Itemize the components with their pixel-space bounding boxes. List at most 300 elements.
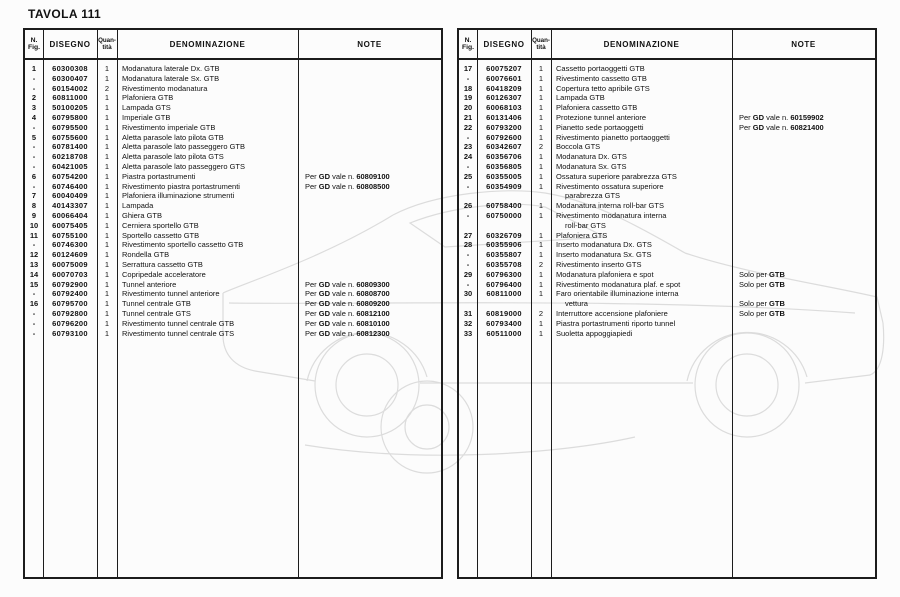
disegno-number-cell: 60792800 <box>52 308 88 318</box>
note-cell <box>298 93 441 103</box>
note-cell: Per GD vale n. 60808700 <box>305 289 390 299</box>
table-row <box>459 191 875 201</box>
table-row <box>25 299 441 309</box>
disegno-number-cell: 60066404 <box>52 210 88 220</box>
disegno-number-cell: 60418209 <box>486 83 522 93</box>
disegno-number-cell: 60781400 <box>52 142 88 152</box>
denominazione-cell: Plafoniera illuminazione strumenti <box>122 191 235 201</box>
disegno-number-cell: 60811000 <box>486 289 522 299</box>
denominazione-cell: Modanatura plafoniera e spot <box>556 269 654 279</box>
disegno-number-cell: 60796400 <box>486 279 522 289</box>
quantity-cell: 1 <box>538 181 544 191</box>
denominazione-cell: Rivestimento piastra portastrumenti <box>122 181 240 191</box>
disegno-number-cell: 60796200 <box>52 318 88 328</box>
denominazione-cell: Rivestimento cassetto GTB <box>556 73 647 83</box>
table-row <box>25 74 441 84</box>
note-cell <box>298 211 441 221</box>
denominazione-cell: Cassetto portaoggetti GTB <box>556 64 645 73</box>
disegno-number-cell: 60124609 <box>52 250 88 260</box>
quantity-cell: 1 <box>538 93 544 103</box>
fig-number-cell: 29 <box>463 269 473 279</box>
denominazione-cell: Modanatura Dx. GTS <box>556 152 627 162</box>
disegno-number-cell: 60754200 <box>52 171 88 181</box>
denominazione-cell: Rivestimento tunnel centrale GTS <box>122 328 235 338</box>
note-cell <box>732 93 875 103</box>
note-cell <box>732 162 875 172</box>
note-cell <box>732 64 875 74</box>
disegno-number-cell <box>477 221 531 231</box>
note-cell: Per GD vale n. 60810100 <box>305 318 390 328</box>
table-row <box>25 240 441 250</box>
table-row <box>459 309 875 319</box>
quantity-cell: 1 <box>538 83 544 93</box>
disegno-number-cell: 60075207 <box>486 64 522 73</box>
fig-number-cell: 24 <box>463 152 473 162</box>
note-cell <box>298 113 441 123</box>
quantity-cell: 1 <box>104 122 110 132</box>
header-note: NOTE <box>357 39 382 49</box>
fig-number-cell: - <box>32 318 36 328</box>
disegno-number-cell: 60075009 <box>52 259 88 269</box>
fig-number-cell: 1 <box>31 64 37 73</box>
table-header <box>459 30 875 60</box>
table-row <box>459 123 875 133</box>
disegno-number-cell: 60154002 <box>52 83 88 93</box>
denominazione-cell: Ghiera GTB <box>122 210 163 220</box>
note-cell <box>298 270 441 280</box>
table-row <box>459 84 875 94</box>
disegno-number-cell: 60218708 <box>52 152 88 162</box>
note-cell <box>298 162 441 172</box>
table-row <box>25 260 441 270</box>
denominazione-cell: Piastra portastrumenti <box>122 171 196 181</box>
denominazione-cell: Imperiale GTB <box>122 112 171 122</box>
fig-number-cell: 20 <box>463 103 473 113</box>
table-row <box>459 260 875 270</box>
denominazione-cell: Boccola GTS <box>556 142 601 152</box>
note-cell <box>732 329 875 339</box>
disegno-number-cell: 60811000 <box>52 93 88 103</box>
note-cell <box>732 172 875 182</box>
fig-number-cell <box>459 299 477 309</box>
note-cell <box>732 191 875 201</box>
denominazione-cell: vettura <box>565 299 588 309</box>
disegno-number-cell: 60795700 <box>52 299 88 309</box>
note-cell: Per GD vale n. 60808500 <box>305 181 390 191</box>
note-cell <box>732 142 875 152</box>
quantity-cell <box>531 191 551 201</box>
denominazione-cell: Faro orientabile illuminazione interna <box>556 289 679 299</box>
denominazione-cell: Suoletta appoggiapiedi <box>556 328 633 338</box>
quantity-cell: 1 <box>104 64 110 73</box>
denominazione-cell: Plafoniera cassetto GTB <box>556 103 638 113</box>
quantity-cell: 1 <box>104 230 110 240</box>
header-disegno: DISEGNO <box>483 39 525 49</box>
fig-number-cell: - <box>466 181 470 191</box>
disegno-number-cell: 60076601 <box>486 73 522 83</box>
table-row <box>25 231 441 241</box>
quantity-cell: 1 <box>538 201 544 211</box>
fig-number-cell: 26 <box>463 201 473 211</box>
disegno-number-cell: 60040409 <box>52 191 88 201</box>
denominazione-cell: Modanatura interna roll-bar GTS <box>556 201 664 211</box>
denominazione-cell: Aletta parasole lato passeggero GTB <box>122 142 245 152</box>
note-cell: Per GD vale n. 60809300 <box>305 279 390 289</box>
denominazione-cell: Aletta parasole lato passeggero GTS <box>122 161 245 171</box>
fig-number-cell: 27 <box>463 230 473 240</box>
denominazione-cell: Sportello cassetto GTB <box>122 230 200 240</box>
disegno-number-cell: 60746400 <box>52 181 88 191</box>
table-row <box>25 64 441 74</box>
page-title: TAVOLA 111 <box>28 7 102 21</box>
fig-number-cell: - <box>466 73 470 83</box>
table-row <box>25 123 441 133</box>
quantity-cell: 1 <box>104 73 110 83</box>
disegno-number-cell: 60342607 <box>486 142 522 152</box>
denominazione-cell: Piastra portastrumenti riporto tunnel <box>556 318 676 328</box>
disegno-number-cell: 60126307 <box>486 93 522 103</box>
denominazione-cell: Ossatura superiore parabrezza GTS <box>556 171 677 181</box>
note-cell <box>298 142 441 152</box>
disegno-number-cell: 60300407 <box>52 73 88 83</box>
note-cell <box>298 201 441 211</box>
quantity-cell <box>531 221 551 231</box>
table-row <box>25 329 441 339</box>
fig-number-cell: 19 <box>463 93 473 103</box>
disegno-number-cell: 60796300 <box>486 269 522 279</box>
fig-number-cell: 30 <box>463 289 473 299</box>
header-fig: N. Fig. <box>27 36 41 51</box>
quantity-cell: 1 <box>104 142 110 152</box>
note-cell <box>298 103 441 113</box>
fig-number-cell: - <box>32 122 36 132</box>
fig-number-cell: - <box>32 83 36 93</box>
header-denominazione: DENOMINAZIONE <box>603 39 680 49</box>
quantity-cell: 1 <box>104 240 110 250</box>
table-row <box>25 162 441 172</box>
denominazione-cell: Copertura tetto apribile GTS <box>556 83 650 93</box>
fig-number-cell: - <box>32 289 36 299</box>
note-cell <box>732 250 875 260</box>
disegno-number-cell: 60355807 <box>486 250 522 260</box>
note-cell <box>298 64 441 74</box>
note-cell: Solo per GTB <box>739 299 785 309</box>
note-cell <box>298 250 441 260</box>
disegno-number-cell: 60795500 <box>52 122 88 132</box>
table-row <box>25 113 441 123</box>
note-cell <box>732 260 875 270</box>
quantity-cell: 1 <box>538 112 544 122</box>
disegno-number-cell: 60356706 <box>486 152 522 162</box>
disegno-number-cell: 60355708 <box>486 259 522 269</box>
table-row <box>25 280 441 290</box>
quantity-cell: 1 <box>538 230 544 240</box>
note-cell <box>732 103 875 113</box>
header-fig: N. Fig. <box>461 36 475 51</box>
quantity-cell: 1 <box>104 152 110 162</box>
note-cell <box>298 84 441 94</box>
denominazione-cell: Tunnel anteriore <box>122 279 177 289</box>
disegno-number-cell: 60300308 <box>52 64 88 73</box>
fig-number-cell: 2 <box>31 93 37 103</box>
table-row <box>459 299 875 309</box>
fig-number-cell: 3 <box>31 103 37 113</box>
quantity-cell: 1 <box>538 250 544 260</box>
fig-number-cell: 10 <box>29 220 39 230</box>
table-row <box>459 74 875 84</box>
table-row <box>25 289 441 299</box>
note-cell <box>732 74 875 84</box>
note-cell <box>298 74 441 84</box>
table-row <box>459 182 875 192</box>
denominazione-cell: Serrattura cassetto GTB <box>122 259 203 269</box>
quantity-cell: 1 <box>104 181 110 191</box>
note-cell <box>298 152 441 162</box>
disegno-number-cell: 60131406 <box>486 112 522 122</box>
note-cell: Solo per GTB <box>739 279 785 289</box>
disegno-number-cell: 60326709 <box>486 230 522 240</box>
table-row <box>25 182 441 192</box>
denominazione-cell: Rondella GTB <box>122 250 170 260</box>
header-denominazione: DENOMINAZIONE <box>169 39 246 49</box>
denominazione-cell: Protezione tunnel anteriore <box>556 112 647 122</box>
fig-number-cell <box>459 221 477 231</box>
fig-number-cell: 25 <box>463 171 473 181</box>
quantity-cell: 1 <box>538 328 544 338</box>
table-row <box>459 152 875 162</box>
quantity-cell: 1 <box>104 103 110 113</box>
note-cell: Per GD vale n. 60812100 <box>305 308 390 318</box>
header-quantita: Quan- tità <box>532 37 550 51</box>
denominazione-cell: Tunnel centrale GTB <box>122 299 191 309</box>
table-row <box>459 162 875 172</box>
note-cell: Solo per GTB <box>739 269 785 279</box>
header-disegno: DISEGNO <box>49 39 91 49</box>
table-row <box>25 103 441 113</box>
denominazione-cell: Lampada GTS <box>122 103 171 113</box>
fig-number-cell: - <box>466 259 470 269</box>
table-row <box>25 152 441 162</box>
quantity-cell: 2 <box>104 83 110 93</box>
quantity-cell: 1 <box>104 308 110 318</box>
quantity-cell: 1 <box>104 299 110 309</box>
fig-number-cell: - <box>466 250 470 260</box>
denominazione-cell: Inserto modanatura Dx. GTS <box>556 240 652 250</box>
fig-number-cell: - <box>32 240 36 250</box>
table-row <box>459 231 875 241</box>
quantity-cell: 1 <box>104 93 110 103</box>
fig-number-cell: - <box>466 210 470 220</box>
quantity-cell: 1 <box>538 279 544 289</box>
fig-number-cell: 15 <box>29 279 39 289</box>
note-cell <box>732 152 875 162</box>
note-cell <box>732 133 875 143</box>
note-cell <box>298 240 441 250</box>
fig-number-cell: 31 <box>463 308 473 318</box>
note-cell <box>732 231 875 241</box>
fig-number-cell: 12 <box>29 250 39 260</box>
denominazione-cell: Tunnel centrale GTS <box>122 308 191 318</box>
denominazione-cell: Modanatura Sx. GTS <box>556 161 627 171</box>
table-row <box>459 270 875 280</box>
disegno-number-cell: 60354909 <box>486 181 522 191</box>
disegno-number-cell: 60793200 <box>486 122 522 132</box>
quantity-cell: 1 <box>104 112 110 122</box>
fig-number-cell: 13 <box>29 259 39 269</box>
denominazione-cell: Lampada <box>122 201 154 211</box>
table-row <box>459 289 875 299</box>
denominazione-cell: Rivestimento pianetto portaoggetti <box>556 132 670 142</box>
disegno-number-cell: 60511000 <box>486 328 522 338</box>
table-row <box>459 319 875 329</box>
denominazione-cell: Rivestimento imperiale GTB <box>122 122 216 132</box>
quantity-cell: 1 <box>104 289 110 299</box>
denominazione-cell: Inserto modanatura Sx. GTS <box>556 250 652 260</box>
quantity-cell: 1 <box>104 171 110 181</box>
disegno-number-cell: 40143307 <box>52 201 88 211</box>
denominazione-cell: Plafoniera GTS <box>556 230 608 240</box>
table-row <box>459 103 875 113</box>
disegno-number-cell: 60355906 <box>486 240 522 250</box>
quantity-cell: 1 <box>538 210 544 220</box>
fig-number-cell: 5 <box>31 132 37 142</box>
quantity-cell: 1 <box>538 318 544 328</box>
fig-number-cell: 11 <box>30 230 38 240</box>
note-cell <box>298 133 441 143</box>
disegno-number-cell: 60750000 <box>486 210 522 220</box>
note-cell <box>732 221 875 231</box>
disegno-number-cell <box>477 191 531 201</box>
quantity-cell: 1 <box>538 73 544 83</box>
quantity-cell: 2 <box>538 308 544 318</box>
table-row <box>459 280 875 290</box>
table-row <box>25 133 441 143</box>
denominazione-cell: Modanatura laterale Dx. GTB <box>122 64 220 73</box>
fig-number-cell: 4 <box>31 112 37 122</box>
disegno-number-cell: 60795800 <box>52 112 88 122</box>
quantity-cell: 1 <box>538 122 544 132</box>
disegno-number-cell: 60755600 <box>52 132 88 142</box>
fig-number-cell: - <box>32 142 36 152</box>
denominazione-cell: Rivestimento tunnel anteriore <box>122 289 220 299</box>
quantity-cell: 1 <box>104 210 110 220</box>
table-body <box>25 60 441 577</box>
disegno-number-cell <box>477 299 531 309</box>
denominazione-cell: roll-bar GTS <box>565 220 606 230</box>
table-row <box>459 240 875 250</box>
quantity-cell: 1 <box>538 132 544 142</box>
header-note: NOTE <box>791 39 816 49</box>
denominazione-cell: Rivestimento ossatura superiore <box>556 181 664 191</box>
table-row <box>25 93 441 103</box>
table-row <box>25 319 441 329</box>
fig-number-cell: 8 <box>31 201 37 211</box>
quantity-cell: 1 <box>538 289 544 299</box>
fig-number-cell: 28 <box>463 240 473 250</box>
note-cell: Per GD vale n. 60809100 <box>305 171 390 181</box>
disegno-number-cell: 60068103 <box>486 103 522 113</box>
quantity-cell: 1 <box>538 161 544 171</box>
header-quantita: Quan- tità <box>98 37 116 51</box>
disegno-number-cell: 60792400 <box>52 289 88 299</box>
fig-number-cell: - <box>32 181 36 191</box>
denominazione-cell: Rivestimento sportello cassetto GTB <box>122 240 244 250</box>
disegno-number-cell: 50100205 <box>52 103 88 113</box>
table-row <box>459 93 875 103</box>
fig-number-cell: 7 <box>31 191 37 201</box>
quantity-cell: 1 <box>538 64 544 73</box>
denominazione-cell: Plafoniera GTB <box>122 93 174 103</box>
fig-number-cell: 16 <box>29 299 39 309</box>
note-cell: Solo per GTB <box>739 308 785 318</box>
denominazione-cell: Rivestimento modanatura <box>122 83 208 93</box>
note-cell <box>298 231 441 241</box>
note-cell <box>298 221 441 231</box>
table-row <box>459 133 875 143</box>
fig-number-cell: 33 <box>463 328 473 338</box>
quantity-cell: 1 <box>538 103 544 113</box>
denominazione-cell: Rivestimento inserto GTS <box>556 259 642 269</box>
table-row <box>25 270 441 280</box>
table-row <box>459 250 875 260</box>
quantity-cell <box>531 299 551 309</box>
table-row <box>25 211 441 221</box>
disegno-number-cell: 60755100 <box>52 230 88 240</box>
table-row <box>25 221 441 231</box>
fig-number-cell: - <box>32 73 36 83</box>
disegno-number-cell: 60793400 <box>486 318 522 328</box>
table-row <box>25 201 441 211</box>
quantity-cell: 1 <box>104 259 110 269</box>
fig-number-cell: 21 <box>463 112 473 122</box>
disegno-number-cell: 60421005 <box>52 161 88 171</box>
table-row <box>459 221 875 231</box>
quantity-cell: 1 <box>538 269 544 279</box>
parts-table-right <box>457 28 877 579</box>
note-cell: Per GD vale n. 60809200 <box>305 299 390 309</box>
disegno-number-cell: 60819000 <box>486 308 522 318</box>
quantity-cell: 1 <box>104 279 110 289</box>
fig-number-cell: 14 <box>29 269 39 279</box>
disegno-number-cell: 60793100 <box>52 328 88 338</box>
table-row <box>25 172 441 182</box>
fig-number-cell: 22 <box>463 122 473 132</box>
fig-number-cell: - <box>32 328 36 338</box>
fig-number-cell: 23 <box>463 142 473 152</box>
quantity-cell: 1 <box>538 171 544 181</box>
quantity-cell: 1 <box>104 132 110 142</box>
fig-number-cell: - <box>32 308 36 318</box>
table-row <box>25 250 441 260</box>
quantity-cell: 1 <box>538 152 544 162</box>
disegno-number-cell: 60758400 <box>486 201 522 211</box>
table-row <box>25 84 441 94</box>
denominazione-cell: Pianetto sede portaoggetti <box>556 122 644 132</box>
table-row <box>459 64 875 74</box>
note-cell <box>732 84 875 94</box>
quantity-cell: 1 <box>104 191 110 201</box>
denominazione-cell: Interruttore accensione plafoniere <box>556 308 668 318</box>
table-row <box>459 113 875 123</box>
table-row <box>459 329 875 339</box>
table-header <box>25 30 441 60</box>
denominazione-cell: Rivestimento modanatura plaf. e spot <box>556 279 681 289</box>
denominazione-cell: Aletta parasole lato pilota GTB <box>122 132 224 142</box>
quantity-cell: 1 <box>104 318 110 328</box>
disegno-number-cell: 60075405 <box>52 220 88 230</box>
fig-number-cell: 32 <box>463 318 473 328</box>
denominazione-cell: Cerniera sportello GTB <box>122 220 199 230</box>
